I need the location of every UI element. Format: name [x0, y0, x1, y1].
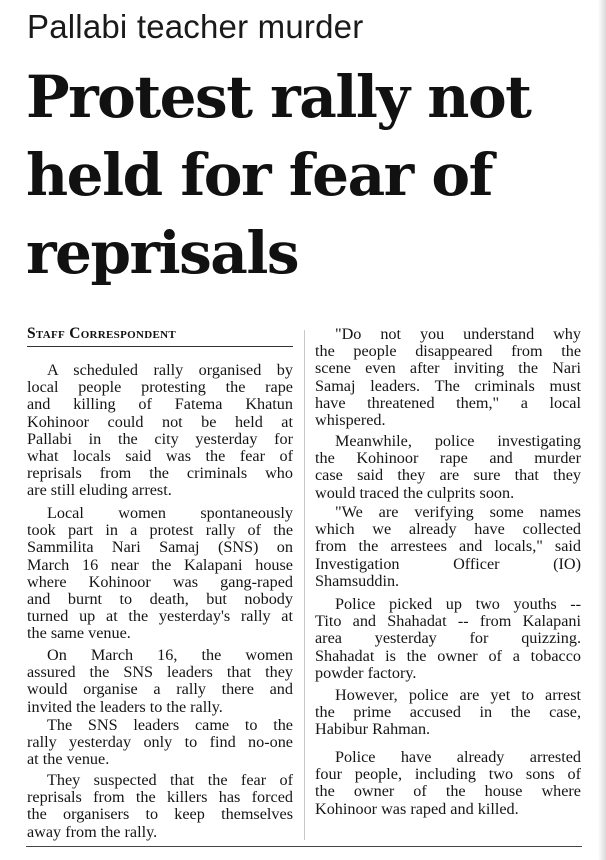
column-divider — [304, 330, 305, 840]
byline-rule — [27, 346, 293, 347]
text-line: the owner of the house where — [315, 782, 581, 801]
paragraph — [315, 504, 581, 590]
text-line: March 16 near the Kalapani house — [27, 555, 293, 574]
text-line: Shamsuddin. — [315, 571, 400, 590]
text-line: "We are verifying some names — [335, 503, 581, 521]
text-line: Sammilita Nari Samaj (SNS) on — [27, 538, 293, 557]
text-line: Investigation Officer (IO) — [315, 554, 581, 573]
text-line: Police picked up two youths -- — [335, 595, 581, 613]
paragraph — [315, 749, 581, 818]
text-line: However, police are yet to arrest — [335, 686, 581, 704]
text-line: rally yesterday only to find no-one — [27, 733, 293, 752]
text-line: would organise a rally there and — [27, 680, 293, 699]
headline-line-2: held for fear of — [26, 141, 493, 209]
text-line: Local women spontaneously — [47, 504, 293, 522]
text-line: have threatened them," a local — [315, 393, 581, 412]
text-line: are still eluding arrest. — [27, 481, 172, 500]
text-line: They suspected that the fear of — [47, 771, 293, 789]
paragraph — [27, 772, 293, 841]
text-line: invited the leaders to the rally. — [27, 697, 223, 716]
text-line: Tito and Shahadat -- from Kalapani — [315, 612, 581, 631]
text-line: Meanwhile, police investigating — [335, 432, 581, 450]
text-line: from the arrestees and locals," said — [315, 537, 581, 556]
paragraph — [27, 647, 293, 716]
text-line: the Kohinoor rape and murder — [315, 449, 581, 468]
kicker-label: Pallabi teacher murder — [27, 8, 364, 45]
text-line: reprisals from the killers has forced — [27, 788, 293, 807]
text-line: powder factory. — [315, 663, 417, 682]
headline — [26, 58, 586, 292]
text-line: Kohinoor was raped and killed. — [315, 799, 519, 818]
text-line: turned up at the yesterday's rally at — [27, 607, 293, 626]
text-line: and killing of Fatema Khatun — [27, 395, 293, 414]
text-line: would traced the culprits soon. — [315, 483, 515, 502]
text-line: the people disappeared from the — [315, 342, 581, 361]
paragraph — [27, 505, 293, 643]
text-line: On March 16, the women — [47, 646, 293, 664]
paragraph — [315, 433, 581, 502]
bottom-rule — [26, 846, 582, 847]
paragraph — [315, 687, 581, 739]
text-line: case said they are sure that they — [315, 466, 581, 485]
text-line: Police have already arrested — [335, 748, 581, 766]
text-line: away from the rally. — [27, 822, 158, 841]
text-line: reprisals from the criminals who — [27, 464, 293, 483]
text-line: Kohinoor could not be held at — [27, 412, 293, 431]
text-line: scene even after inviting the Nari — [315, 359, 581, 378]
text-line: whispered. — [315, 411, 386, 430]
text-line: at the venue. — [27, 750, 110, 769]
text-line: Habibur Rahman. — [315, 720, 431, 739]
text-line: the same venue. — [27, 624, 131, 643]
text-line: which we already have collected — [315, 520, 581, 539]
paragraph — [315, 326, 581, 429]
text-line: four people, including two sons of — [315, 765, 581, 784]
text-line: where Kohinoor was gang-raped — [27, 572, 293, 591]
text-line: The SNS leaders came to the — [47, 716, 293, 734]
paragraph — [27, 717, 293, 769]
text-line: assured the SNS leaders that they — [27, 663, 293, 682]
byline: Staff Correspondent — [27, 325, 176, 342]
text-line: and burnt to death, but nobody — [27, 590, 293, 609]
text-line: A scheduled rally organised by — [47, 361, 293, 379]
text-line: area yesterday for quizzing. — [315, 629, 581, 648]
text-line: local people protesting the rape — [27, 378, 293, 397]
text-line: Pallabi in the city yesterday for — [27, 429, 293, 448]
text-line: the prime accused in the case, — [315, 703, 581, 722]
headline-line-1: Protest rally not — [26, 63, 531, 131]
headline-line-3: reprisals — [26, 219, 299, 287]
text-line: what locals said was the fear of — [27, 447, 293, 466]
text-line: "Do not you understand why — [335, 325, 581, 343]
text-line: the organisers to keep themselves — [27, 805, 293, 824]
page-edge-shadow — [598, 0, 606, 860]
text-line: took part in a protest rally of the — [27, 521, 293, 540]
text-line: Shahadat is the owner of a tobacco — [315, 646, 581, 665]
paragraph — [27, 362, 293, 500]
text-line: Samaj leaders. The criminals must — [315, 376, 581, 395]
paragraph — [315, 596, 581, 682]
